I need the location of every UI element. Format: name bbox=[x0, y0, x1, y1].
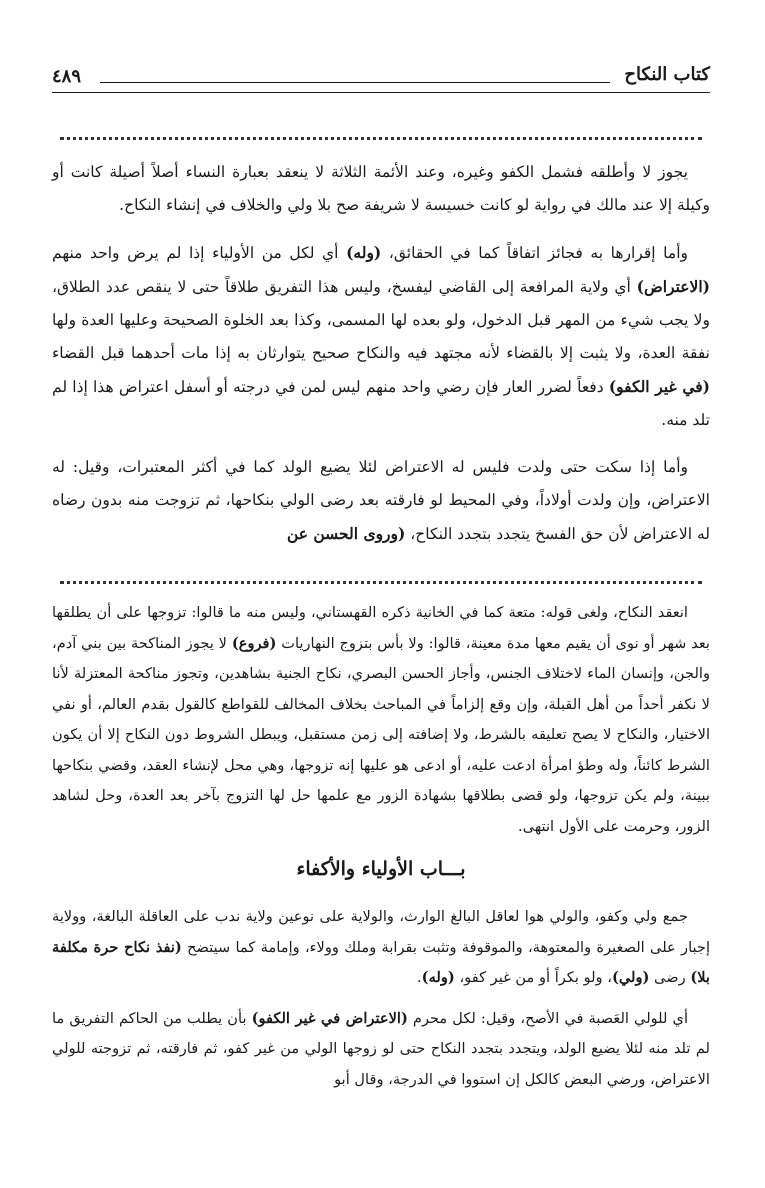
book-title: كتاب النكاح bbox=[616, 64, 710, 85]
keyword: (الاعتراض في غير الكفو) bbox=[251, 1009, 408, 1027]
chapter-heading: بـــاب الأولياء والأكفاء bbox=[296, 858, 466, 880]
keyword: (في غير الكفو) bbox=[608, 377, 710, 396]
text-run: رضى bbox=[649, 969, 691, 986]
header-rule bbox=[100, 82, 610, 83]
text-run: أي لكل من الأولياء إذا لم يرض واحد منهم bbox=[52, 244, 347, 262]
keyword: (فروع) bbox=[231, 634, 277, 652]
text-run: لا يجوز المناكحة بين بني آدم، والجن، وإنسان الماء لاختلاف الجنس، وأجاز الحسن البصري، نكاح الجنية بشاهدين، وتجوز مناكحة المعتزلة لأنا لا نكفر أحداً من أهل القبلة، وإن وقع إلزاماً في المباحث بخلاف المخالف للقواطع كالقول بقدم العالم، أو نفي الاختيار، والنكاح لا يصح تعليقه بالشرط، ولا إضافته إلى زمن مستقبل، ويبطل الشروط دون النكاح إلا أن يكون الشرط كائناً، وله وطؤ امرأة ادعت عليه، أو ادعى هو عليها إنه تزوجها، وهي محل لإنشاء العقد، وقضي بنكاحها ببينة، ولم يكن تزوجها، ولو قضى بطلاقها بشهادة الزور مع علمها حل لها التزوج بآخر بعد العدة، وحل لشاهد الزور، وحرمت على الأول انتهى. bbox=[52, 634, 710, 835]
main-text bbox=[52, 156, 710, 551]
book-page bbox=[52, 60, 710, 1105]
text-run: . bbox=[417, 969, 422, 986]
main-paragraph-1: يجوز لا وأطلقه فشمل الكفو وغيره، وعند الأئمة الثلاثة لا ينعقد بعبارة النساء أصلاً أصيلة كانت أو وكيلة إلا عند مالك في رواية لو كانت خسيسة لا شريفة صح بلا ولي والخلاف في إنشاء النكاح. bbox=[52, 163, 710, 214]
keyword: (الاعتراض) bbox=[636, 277, 710, 296]
dotted-separator-commentary bbox=[60, 565, 702, 584]
text-run: وأما إذا سكت حتى ولدت فليس له الاعتراض لئلا يضيع الولد كما في أكثر المعتبرات، وقيل: له الاعتراض، وإن ولدت أولاداً، وفي المحيط لو فارقته بعد رضى الولي بنكاحها، ثم تزوجت منه بدون رضاه له الاعتراض لأن حق الفسخ يتجدد بتجدد النكاح، bbox=[52, 458, 710, 543]
text-run: بأن يطلب من الحاكم التفريق ما لم تلد منه لئلا يضيع الولد، ويتجدد بتجدد النكاح حتى لو زوجها الولي من غير كفو، ثم فارقته، ثم تزوجته للولي الاعتراض، ورضي البعض كالكل إن استووا في الدرجة، وقال أبو bbox=[52, 1009, 710, 1088]
commentary bbox=[52, 598, 710, 1095]
page-number: ٤٨٩ bbox=[52, 66, 89, 87]
dotted-separator-top bbox=[60, 121, 702, 140]
main-paragraph-3 bbox=[52, 451, 710, 551]
text-run: أي ولاية المرافعة إلى القاضي ليفسخ، وليس هذا التفريق طلاقاً حتى لا ينقص عدد الطلاق، ولا يجب شيء من المهر قبل الدخول، ولو بعده لها المسمى، وكذا بعد الخلوة الصحيحة وعليها العدة ولها نفقة العدة، ولا يثبت إلا بالقضاء لأنه مجتهد فيه والنكاح صحيح يتوارثان به إذا مات أحدهما قبل القضاء bbox=[52, 278, 710, 362]
keyword: (وله) bbox=[346, 243, 382, 262]
commentary-paragraph-2 bbox=[52, 902, 710, 994]
text-run: دفعاً لضرر العار فإن رضي واحد منهم ليس لمن في درجته أو أسفل اعتراض هذا إذا لم تلد منه. bbox=[52, 378, 710, 429]
commentary-paragraph-3 bbox=[52, 1004, 710, 1096]
keyword: (وروى الحسن عن bbox=[286, 524, 406, 543]
text-run: أي للولي العَصبة في الأصح، وقيل: لكل محرم bbox=[407, 1009, 688, 1027]
page-header bbox=[52, 60, 710, 93]
keyword: (وله) bbox=[421, 969, 455, 986]
text-run: وأما إقرارها به فجائز اتفاقاً كما في الحقائق، bbox=[381, 244, 688, 262]
commentary-paragraph-1 bbox=[52, 598, 710, 842]
text-run: جمع ولي وكفو، والولي هوا لعاقل البالغ الوارث، والولاية على نوعين ولاية ندب على العاقلة البالغة، وولاية إجبار على الصغيرة والمعتوهة، والموقوفة وتثبت بقرابة وملك وولاء، وإمامة كما سيتضح bbox=[52, 908, 710, 956]
keyword: (ولي) bbox=[611, 969, 650, 986]
main-paragraph-2 bbox=[52, 236, 710, 437]
text-run: ، ولو بكراً أو من غير كفو، bbox=[454, 969, 612, 986]
text-run: انعقد النكاح، ولغى قوله: متعة كما في الخانية ذكره القهستاني، وليس منه ما قالوا: تزوجها على أن يطلقها بعد شهر أو نوى أن يقيم معها مدة معينة، قالوا: ولا بأس بتزوج النهاريات bbox=[52, 604, 710, 652]
keyword: (نفذ نكاح حرة مكلفة بلا) bbox=[52, 938, 710, 986]
